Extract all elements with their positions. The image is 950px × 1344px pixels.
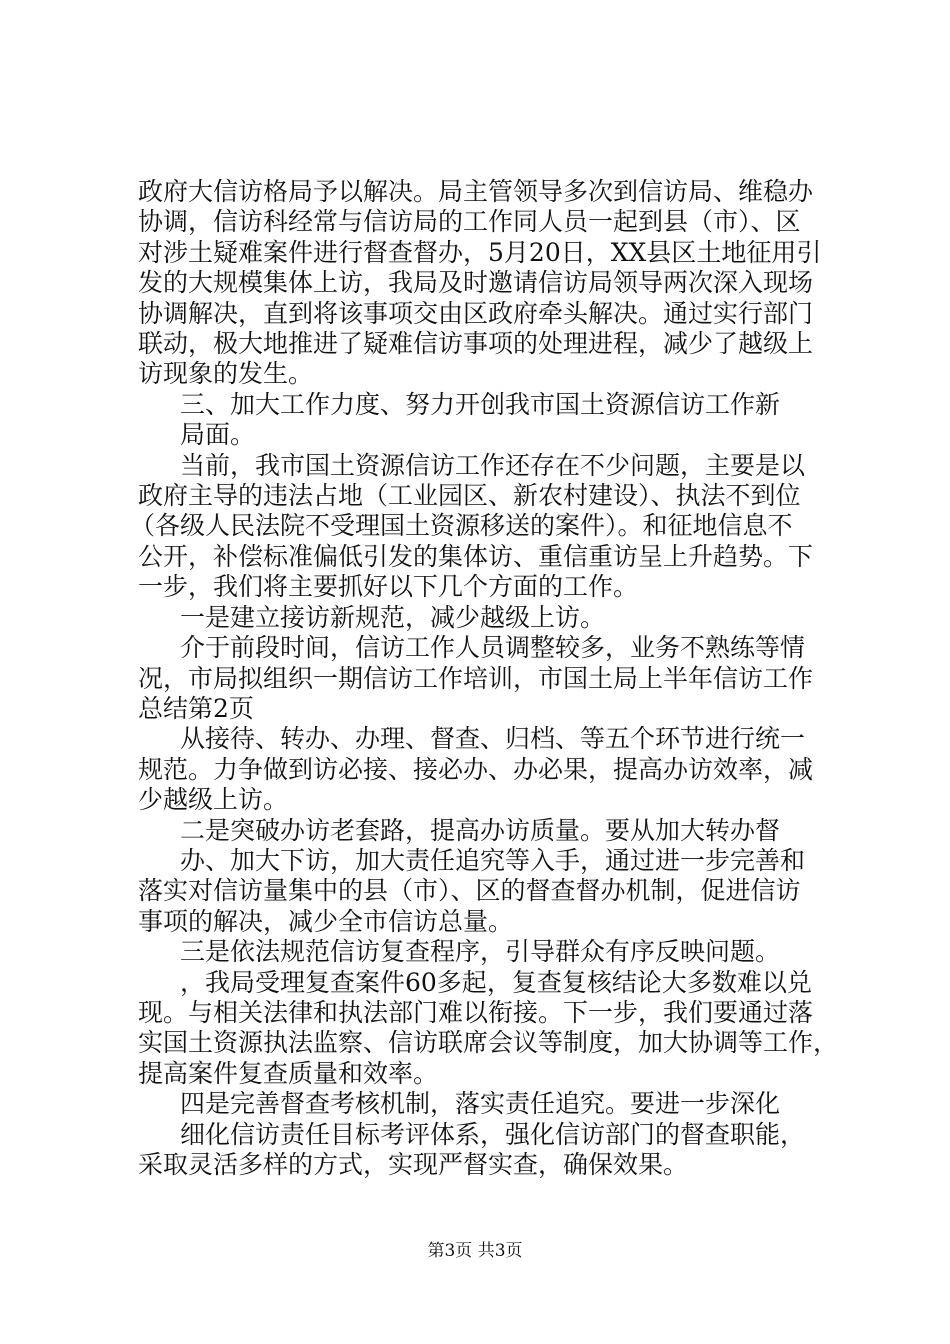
page-footer: 第3页 共3页 — [427, 1241, 523, 1261]
text-line: 对涉土疑难案件进行督查督办，5月20日，XX县区土地征用引 — [138, 238, 822, 267]
text-line: 二是突破办访老套路，提高办访质量。要从加大转办督 — [180, 816, 781, 845]
text-line: 落实对信访量集中的县（市）、区的督查督办机制，促进信访 — [138, 876, 801, 905]
text-line: 公开，补偿标准偏低引发的集体访、重信重访呈上升趋势。下 — [138, 542, 814, 571]
text-line: 一是建立接访新规范，减少越级上访。 — [180, 603, 606, 632]
text-line: 一步，我们将主要抓好以下几个方面的工作。 — [138, 572, 639, 601]
text-line: 当前，我市国土资源信访工作还存在不少问题，主要是以 — [180, 451, 806, 480]
section-heading: 局面。 — [180, 420, 256, 449]
text-line: 政府主导的违法占地（工业园区、新农村建设）、执法不到位 — [138, 481, 801, 510]
text-line: 访现象的发生。 — [138, 359, 314, 388]
text-line: 三是依法规范信访复查程序，引导群众有序反映问题。 — [180, 937, 781, 966]
text-line: ，我局受理复查案件60多起，复查复核结论大多数难以兑 — [180, 968, 812, 997]
text-line: 事项的解决，减少全市信访总量。 — [138, 907, 514, 936]
text-line: 协调解决，直到将该事项交由区政府牵头解决。通过实行部门 — [138, 299, 814, 328]
text-line: （各级人民法院不受理国土资源移送的案件）。和征地信息不 — [130, 511, 793, 540]
text-line: 协调，信访科经常与信访局的工作同人员一起到县（市）、区 — [138, 207, 801, 236]
text-line: 提高案件复查质量和效率。 — [138, 1059, 439, 1088]
text-line: 少越级上访。 — [138, 785, 289, 814]
text-line: 联动，极大地推进了疑难信访事项的处理进程，减少了越级上 — [138, 329, 814, 358]
text-line: 办、加大下访，加大责任追究等入手，通过进一步完善和 — [180, 846, 806, 875]
text-line: 发的大规模集体上访，我局及时邀请信访局领导两次深入现场 — [138, 268, 814, 297]
text-line: 规范。力争做到访必接、接必办、办必果，提高办访效率，减 — [138, 755, 814, 784]
text-line: 现。与相关法律和执法部门难以衔接。下一步，我们要通过落 — [138, 998, 814, 1027]
text-line: 实国土资源执法监察、信访联席会议等制度，加大协调等工作， — [138, 1028, 839, 1057]
text-line: 细化信访责任目标考评体系，强化信访部门的督查职能， — [180, 1120, 806, 1149]
section-heading: 三、加大工作力度、努力开创我市国土资源信访工作新 — [180, 390, 781, 419]
text-line: 四是完善督查考核机制，落实责任追究。要进一步深化 — [180, 1089, 781, 1118]
text-line: 介于前段时间，信访工作人员调整较多，业务不熟练等情 — [180, 633, 806, 662]
text-line: 总结第2页 — [138, 694, 254, 723]
text-line: 况，市局拟组织一期信访工作培训，市国土局上半年信访工作 — [138, 664, 814, 693]
text-line: 政府大信访格局予以解决。局主管领导多次到信访局、维稳办 — [138, 177, 814, 206]
text-line: 采取灵活多样的方式，实现严督实查，确保效果。 — [138, 1150, 689, 1179]
text-line: 从接待、转办、办理、督查、归档、等五个环节进行统一 — [180, 724, 806, 753]
